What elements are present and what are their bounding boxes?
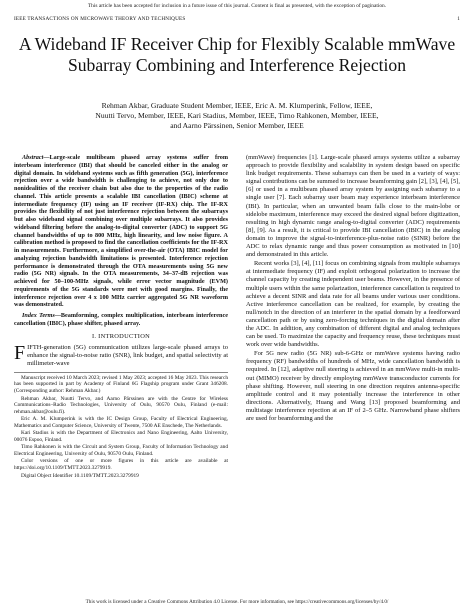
footnote: Eric A. M. Klumperink is with the IC Design Group, Faculty of Electrical Engineering, Mathematics and Computer Science, University of Twente, 7500 AE Enschede, The Netherlands. [14,416,228,429]
index-terms-label: Index Terms— [22,312,61,319]
abstract-text: Large-scale multibeam phased array systems suffer from interbeam interference (IBI) that should be canceled either in the analog or digital domain. In wideband systems such as fifth generation (5G), interference rejection over a wide bandwidth is challenging to achieve, not only due to nonidealities of the receiver chain but also due to the properties of the radio channel. This article presents a scalable IBI cancellation (IBIC) scheme at intermediate frequency (IF) using an IF receiver (IF-RX) chip. The IF-RX provides the flexibility of not just interference rejection between the subarrays but also wideband signal combining over multiple subarrays. It also provides wideband filtering before the analog-to-digital converter (ADC) to support 5G channel bandwidths of up to 800 MHz, high linearity, and low noise figure. A calibration method is proposed to find the cancellation coefficients for the IF-RX in measurements. Furthermore, a simplified over-the-air (OTA) IBIC model for analyzing rejection bandwidth limitations is presented. Interference rejection performance is demonstrated through the OTA measurements using 5G new radio (5G NR) signals. In the OTA measurements, 34–37-dB rejection was achieved for 50–100-MHz signals, while error vector magnitude (EVM) requirements of the 5G standards were met with good margins. Finally, the interference rejection over 4 x 100 MHz carrier aggregated 5G NR waveform was demonstrated. [14,154,228,309]
left-column [14,154,228,480]
author-line: and Aarno Pärssinen, Senior Member, IEEE [170,121,304,131]
acceptance-notice: This article has been accepted for inclusion in a future issue of this journal. Content is final as presented, with the exception of pagination. [87,3,387,9]
paper-title: A Wideband IF Receiver Chip for Flexibly Scalable mmWave Subarray Combining and Interference Rejection [18,34,456,75]
footnote: Digital Object Identifier 10.1109/TMTT.2023.3279919 [21,472,139,479]
journal-name: IEEE TRANSACTIONS ON MICROWAVE THEORY AND TECHNIQUES [14,16,186,22]
footnote: Timo Rahkonen is with the Circuit and System Group, Faculty of Information Technology and Electrical Engineering, University of Oulu, 90570 Oulu, Finland. [14,444,228,457]
section-heading: I. INTRODUCTION [91,332,151,340]
footnote-doi-link[interactable]: Color versions of one or more figures in this article are available at https://doi.org/10.1109/TMTT.2023.3279919. [14,458,228,471]
intro-text: IFTH-generation (5G) communication utilizes large-scale phased arrays to enhance the signal-to-noise ratio (SNR), link budget, and spatial selectivity at millimeter-wave [27,343,228,367]
running-head [14,16,460,22]
footnotes [14,372,228,479]
intro-paragraph [14,341,228,368]
body-paragraph: (mmWave) frequencies [1]. Large-scale phased arrays systems utilize a subarray approach to provide flexibility and scalability in system design based on specific link budget requirements. These subarrays can then be used in a variety of ways: signal contributions can be summed to increase beamforming gain [2], [3], [4], [5], [6] or used in a multibeam phased array system by assigning each subarray to a single user [7]. Each subarray user beam may experience interbeam interference (IBI). In particular, when an unwanted beam falls close to the main-lobe or sidelobe maximum, interference may exceed the desired signal before digitization, resulting in high dynamic range analog-to-digital converter (ADC) requirements [8], [9]. As a result, it is critical to provide IBI cancellation (IBIC) in the analog domain to improve the signal-to-interference-plus-noise ratio (SINR) before the ADC to relax dynamic range and thus power consumption as motivated in [10] and demonstrated in this article. [246,154,460,259]
abstract [14,154,228,309]
author-list [30,101,444,132]
right-column [246,154,460,424]
index-terms-text: Beamforming, complex multiplication, interbeam interference cancellation (IBIC), phase shifter, phased array. [14,312,228,327]
body-paragraph: Recent works [3], [4], [11] focus on combining signals from multiple subarrays at intermediate frequency (IF) and exploit orthogonal polarization to increase the channel capacity by creating independent user beams. However, in the presence of multiple users within the same polarization, interference cancellation is required to achieve a decent SINR and data rate for all beams under various user conditions. Active interference cancellation can be realized, for example, by creating the null/notch in the direction of an interferer in the spatial domain by a feedforward cancellation path or by using zero-forcing techniques in the digital domain after the ADC. In addition, any combination of different digital and analog techniques can be used. To maximize the capacity and frequency reuse, these techniques must work over wide bandwidths. [246,260,460,349]
page-number: 1 [457,16,460,22]
body-paragraph: For 5G new radio (5G NR) sub-6-GHz or mmWave systems having radio frequency (RF) bandwidths of hundreds of MHz, wide cancellation bandwidth is required. In [12], adaptive null steering is achieved in an mmWave multi-in multi-out (MIMO) receiver by directly employing mmWave transconductor currents for phase shifting. However, null steering in one direction requires antenna-specific amplitude control and it may potentially increase the interference in other directions. Alternatively, Huang and Wang [13] proposed beamforming and multistage interference rejection at an IF of 2–5 GHz. Narrowband phase shifters are used for beamforming and the [246,350,460,422]
license-notice[interactable]: This work is licensed under a Creative Commons Attribution 4.0 License. For more information, see https://creativecommons.org/licenses/by/4.0/ [85,599,389,605]
author-line: Nuutti Tervo, Member, IEEE, Kari Stadius, Member, IEEE, Timo Rahkonen, Member, IEEE, [95,111,379,121]
abstract-label: Abstract— [22,154,50,161]
drop-cap: F [14,341,26,364]
footnote: Kari Stadius is with the Department of Electronics and Nano Engineering, Aalto University, 00076 Espoo, Finland. [14,430,228,443]
index-terms [14,312,228,328]
footnote: Rehman Akbar, Nuutti Tervo, and Aarno Pärssinen are with the Centre for Wireless Communications–Radio Technologies, University of Oulu, 90570 Oulu, Finland (e-mail: rehman.akbar@oulu.fi). [14,395,228,415]
footnote: Manuscript received 10 March 2023; revised 1 May 2023; accepted 16 May 2023. This research has been supported in part by Academy of Finland 6G Flagship program under Grant 346208. (Corresponding author: Rehman Akbar.) [14,374,228,394]
author-line: Rehman Akbar, Graduate Student Member, IEEE, Eric A. M. Klumperink, Fellow, IEEE, [101,101,373,110]
